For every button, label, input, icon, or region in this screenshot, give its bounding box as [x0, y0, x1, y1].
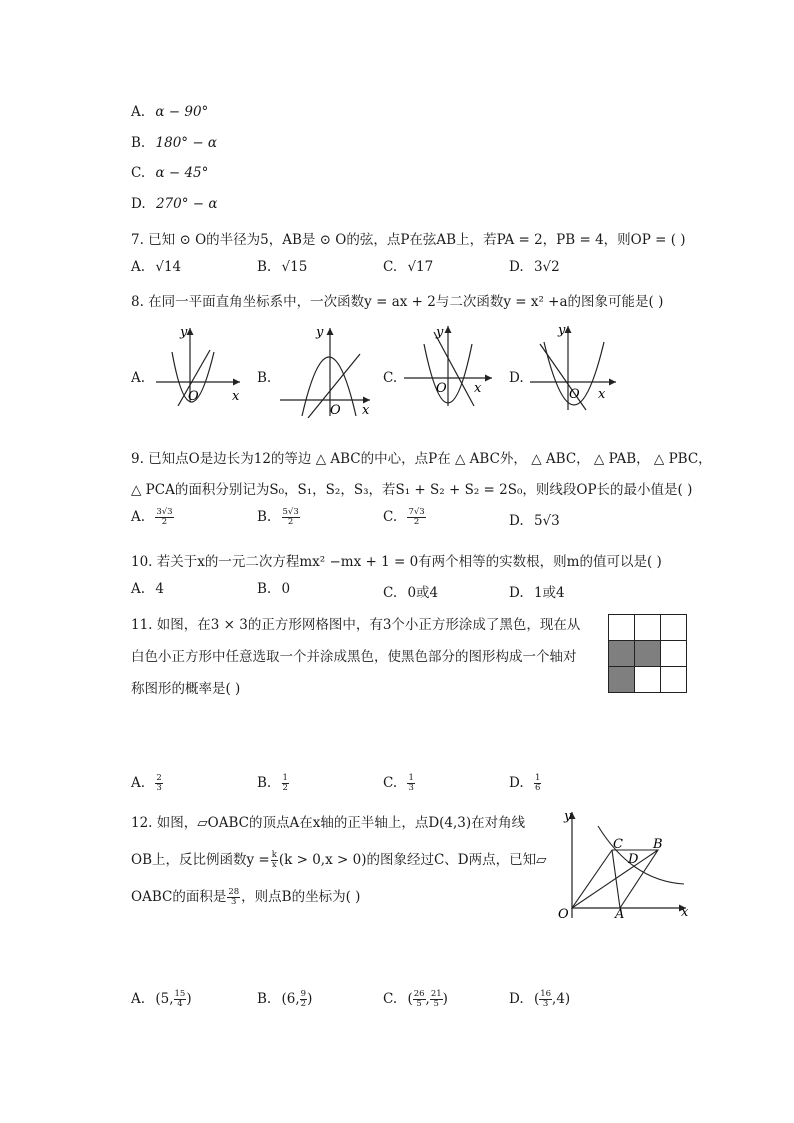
- option-label: D.: [509, 991, 524, 1007]
- option-label: C.: [383, 775, 398, 791]
- option-fraction: [282, 774, 289, 793]
- axis-y-label: y: [558, 323, 566, 338]
- option-text: 5√3: [533, 513, 560, 529]
- text-segment: (6,: [281, 991, 300, 1007]
- option-label: D.: [509, 585, 524, 601]
- q12-option-a: [131, 990, 192, 1009]
- q11-line2: 白色小正方形中任意选取一个并涂成黑色，使黑色部分的图形构成一个轴对: [131, 649, 577, 665]
- fig-label-c: C: [613, 837, 623, 852]
- option-label: A.: [131, 259, 146, 275]
- numerator: 26: [413, 989, 425, 999]
- grid-cell: [635, 615, 661, 641]
- text-segment: ): [442, 991, 448, 1007]
- option-label: B.: [257, 775, 272, 791]
- denominator: 3: [231, 897, 237, 907]
- option-label: A.: [131, 775, 146, 791]
- denominator: 3: [542, 999, 549, 1009]
- axis-x-label: x: [598, 387, 606, 402]
- text-segment: ): [186, 991, 192, 1007]
- axis-x-label: x: [474, 381, 482, 396]
- option-text: √14: [155, 259, 182, 275]
- option-label: A.: [131, 509, 146, 525]
- option-label: C.: [383, 991, 398, 1007]
- grid-cell: [635, 667, 661, 693]
- text-segment: OB上，反比例函数y =: [131, 852, 270, 868]
- q8-option-b-label: B.: [257, 370, 272, 386]
- option-label: B.: [257, 581, 272, 597]
- denominator: 2: [287, 517, 294, 527]
- q11-option-a: [131, 774, 163, 793]
- denominator: 4: [177, 999, 183, 1009]
- q11-option-d: [509, 774, 541, 793]
- denominator: 5: [433, 999, 439, 1009]
- option-label: B.: [257, 259, 272, 275]
- option-text: 0或4: [407, 585, 439, 601]
- denominator: 2: [282, 783, 288, 793]
- q8-graph-a: [148, 322, 248, 406]
- option-text: √17: [407, 259, 434, 275]
- q10-option-c: [383, 581, 438, 601]
- grid-cell-filled: [635, 641, 661, 667]
- q12-option-b: [257, 990, 312, 1009]
- q7-option-a: [131, 259, 181, 275]
- origin-label: O: [436, 381, 447, 396]
- numerator: 5√3: [282, 507, 299, 517]
- grid-cell: [661, 667, 687, 693]
- q8-stem: 8. 在同一平面直角坐标系中，一次函数y = ax + 2与二次函数y = x² +a的图象可能是( ): [131, 294, 664, 310]
- q8-graph-b: [276, 322, 376, 418]
- numerator: 1: [534, 773, 541, 783]
- numerator: 1: [282, 773, 288, 783]
- fig-label-b: B: [653, 837, 663, 852]
- fig-label-y: y: [564, 809, 572, 824]
- q12-line3: [131, 885, 360, 907]
- grid-cell: [661, 641, 687, 667]
- denominator: 2: [300, 999, 307, 1009]
- axis-x-label: x: [232, 389, 240, 404]
- q6-option-c: [131, 165, 208, 181]
- q8-option-c-label: C.: [383, 370, 398, 386]
- q10-stem: 10. 若关于x的一元二次方程mx² −mx + 1 = 0有两个相等的实数根，则m的值可以是( ): [131, 554, 662, 570]
- q6-option-b: [131, 135, 217, 151]
- text-segment: (: [407, 991, 413, 1007]
- denominator: 6: [534, 783, 541, 793]
- text-segment: (: [533, 991, 540, 1007]
- denominator: x: [271, 860, 277, 870]
- text-segment: ,4): [552, 991, 571, 1007]
- q11-line1: 11. 如图，在3 × 3的正方形网格图中，有3个小正方形涂成了黑色，现在从: [131, 617, 581, 633]
- option-text: 270° − α: [155, 196, 218, 212]
- q9-option-c: [383, 508, 426, 527]
- axis-y-label: y: [316, 325, 324, 340]
- option-label: C.: [383, 585, 398, 601]
- numerator: 3√3: [156, 507, 173, 517]
- option-fraction: [155, 508, 173, 527]
- denominator: 5: [416, 999, 422, 1009]
- axis-y-label: y: [436, 325, 444, 340]
- q9-option-a: [131, 508, 174, 527]
- option-fraction: [282, 508, 300, 527]
- q10-option-b: [257, 581, 290, 597]
- option-label: B.: [257, 509, 272, 525]
- option-text: 1或4: [533, 585, 565, 601]
- q6-option-d: [131, 196, 217, 212]
- q8-graph-c: [400, 322, 496, 408]
- option-text: 0: [281, 581, 291, 597]
- text-segment: ，则点B的坐标为( ): [241, 889, 361, 905]
- option-text: √15: [281, 259, 308, 275]
- text-segment: OABC的面积是: [131, 889, 227, 905]
- origin-label: O: [330, 403, 341, 418]
- option-label: D.: [509, 775, 524, 791]
- numerator: 1: [408, 773, 414, 783]
- origin-label: O: [188, 389, 199, 404]
- q9-option-d: [509, 513, 560, 529]
- q9-line1: 9. 已知点O是边长为12的等边 △ ABC的中心，点P在 △ ABC外， △ ABC， △ PAB， △ PBC，: [131, 451, 712, 467]
- option-text: 4: [155, 581, 164, 597]
- option-label: C.: [383, 509, 398, 525]
- option-fraction: [300, 990, 307, 1009]
- axis-x-label: x: [362, 403, 370, 418]
- numerator: 28: [228, 887, 240, 897]
- option-fraction: [413, 990, 426, 1009]
- option-fraction: [407, 508, 425, 527]
- option-text: 180° − α: [155, 135, 218, 151]
- q11-line3: 称图形的概率是( ): [131, 681, 241, 697]
- option-fraction: [534, 774, 541, 793]
- q9-line2: △ PCA的面积分别记为S₀，S₁，S₂，S₃，若S₁ + S₂ + S₂ = 2S₀，则线段OP长的最小值是( ): [131, 482, 693, 498]
- q6-option-a: [131, 104, 208, 120]
- denominator: 2: [161, 517, 168, 527]
- fig-label-x: x: [681, 905, 689, 920]
- origin-label: O: [569, 387, 580, 402]
- q8-graph-d: [526, 320, 618, 412]
- option-fraction: [407, 774, 414, 793]
- q12-parallelogram-figure: [552, 806, 697, 924]
- q7-option-c: [383, 259, 433, 275]
- numerator: 2: [156, 773, 162, 783]
- q7-stem: 7. 已知 ⊙ O的半径为5，AB是 ⊙ O的弦，点P在弦AB上，若PA = 2，PB = 4，则OP = ( ): [131, 232, 686, 248]
- option-label: D.: [509, 259, 524, 275]
- option-label: C.: [383, 259, 398, 275]
- q10-option-d: [509, 581, 565, 601]
- grid-cell: [609, 615, 635, 641]
- k-over-x-fraction: [271, 851, 278, 870]
- option-label: A.: [131, 991, 146, 1007]
- q11-option-b: [257, 774, 289, 793]
- grid-cell: [661, 615, 687, 641]
- text-segment: (5,: [155, 991, 174, 1007]
- q12-line2: [131, 848, 547, 870]
- option-fraction: [155, 774, 162, 793]
- option-label: B.: [257, 991, 272, 1007]
- q10-option-a: [131, 581, 164, 597]
- option-text: α − 45°: [155, 165, 209, 181]
- numerator: 7√3: [408, 507, 425, 517]
- option-text: 3√2: [533, 259, 560, 275]
- text-segment: ): [307, 991, 313, 1007]
- option-label: A.: [131, 104, 146, 120]
- option-fraction: [539, 990, 552, 1009]
- q8-option-d-label: D.: [509, 370, 524, 386]
- q7-option-d: [509, 259, 560, 275]
- option-label: C.: [131, 165, 146, 181]
- option-text: α − 90°: [155, 104, 209, 120]
- numerator: 21: [430, 989, 442, 999]
- option-label: D.: [509, 513, 524, 529]
- area-fraction: [227, 888, 240, 907]
- q12-option-c: [383, 990, 448, 1009]
- q7-option-b: [257, 259, 307, 275]
- numerator: 16: [540, 989, 552, 999]
- axis-y-label: y: [180, 325, 188, 340]
- numerator: k: [271, 850, 277, 860]
- option-label: B.: [131, 135, 146, 151]
- text-segment: (k > 0,x > 0)的图象经过C、D两点，已知▱: [278, 852, 547, 868]
- text-segment: ,: [425, 991, 430, 1007]
- numerator: 9: [300, 989, 307, 999]
- denominator: 2: [413, 517, 420, 527]
- option-label: A.: [131, 581, 146, 597]
- option-label: D.: [131, 196, 146, 212]
- option-fraction: [430, 990, 443, 1009]
- numerator: 15: [174, 989, 186, 999]
- q9-option-b: [257, 508, 300, 527]
- fig-label-d: D: [628, 852, 639, 867]
- q8-option-a-label: A.: [131, 370, 146, 386]
- q12-option-d: [509, 990, 570, 1009]
- grid-cell-filled: [609, 667, 635, 693]
- denominator: 3: [408, 783, 414, 793]
- q12-line1: 12. 如图，▱OABC的顶点A在x轴的正半轴上，点D(4,3)在对角线: [131, 815, 526, 831]
- grid-cell-filled: [609, 641, 635, 667]
- fig-label-a: A: [615, 907, 625, 922]
- q11-option-c: [383, 774, 415, 793]
- option-fraction: [174, 990, 187, 1009]
- fig-label-o: O: [558, 907, 569, 922]
- q11-grid-figure: [608, 614, 688, 694]
- denominator: 3: [156, 783, 162, 793]
